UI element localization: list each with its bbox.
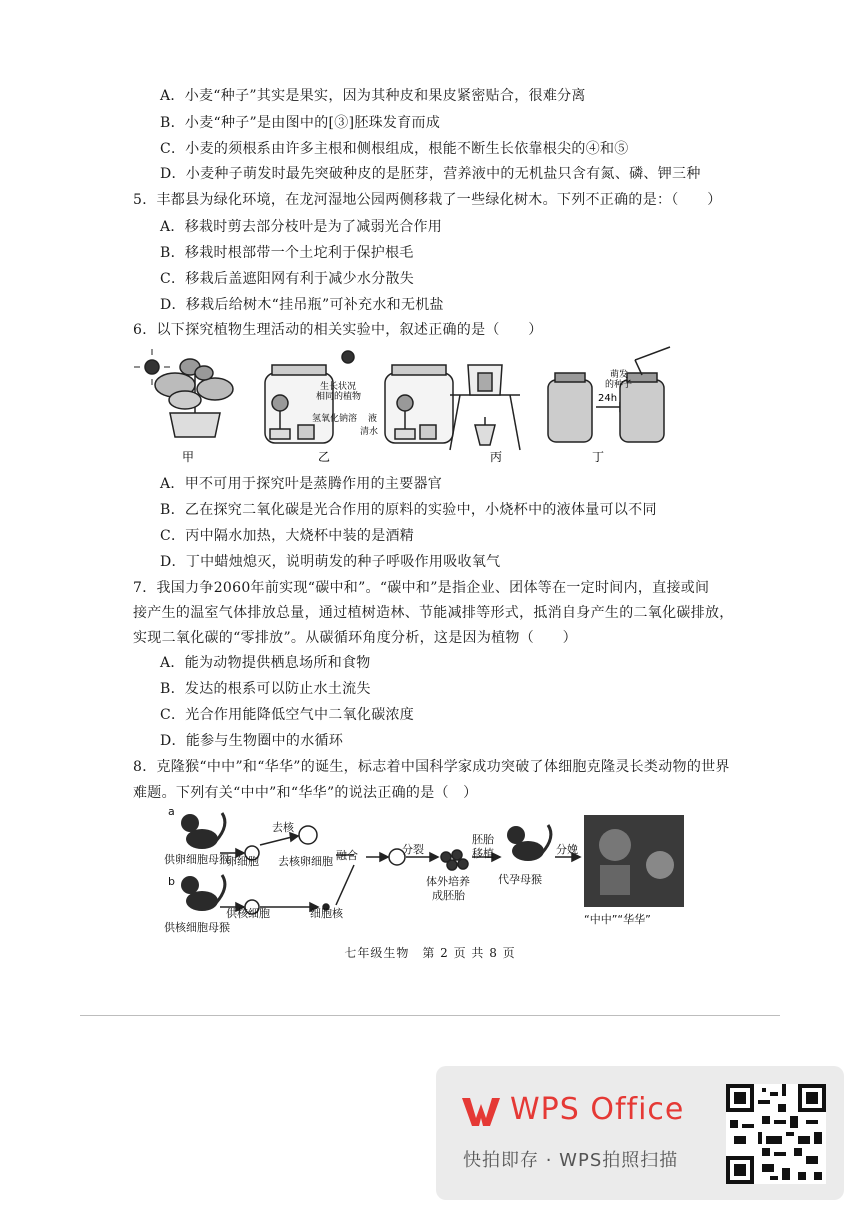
q5-option-a: A．移栽时剪去部分枝叶是为了减弱光合作用 — [160, 219, 443, 235]
q7-option-a: A．能为动物提供栖息场所和食物 — [160, 655, 371, 671]
naoh-label-1: 氢氧化钠溶 — [312, 414, 358, 424]
q4-option-d: D．小麦种子萌发时最先突破种皮的是胚芽，营养液中的无机盐只含有氮、磷、钾三种 — [160, 166, 701, 182]
label-egg-cell: 卵细胞 — [226, 855, 259, 868]
q8-cloning-figure — [160, 805, 700, 935]
label-in-vitro-2: 成胚胎 — [432, 889, 465, 902]
q7-option-d: D．能参与生物圈中的水循环 — [160, 733, 344, 749]
label-embryo-transfer-1: 胚胎 — [472, 833, 494, 846]
label-nucleus-cell: 供核细胞 — [226, 907, 270, 920]
label-division: 分裂 — [402, 843, 424, 856]
label-denucleate: 去核 — [272, 821, 294, 834]
q8-stem-line-1: 8．克隆猴“中中”和“华华”的诞生，标志着中国科学家成功突破了体细胞克隆灵长类动物的世界 — [133, 759, 730, 775]
hours-label: 24h — [598, 393, 618, 404]
germ-label-1: 萌发 — [610, 370, 629, 380]
q5-option-c: C．移栽后盖遮阳网有利于减少水分散失 — [160, 271, 415, 287]
q7-stem-line-3: 实现二氧化碳的“零排放”。从碳循环角度分析，这是因为植物（ ） — [133, 630, 577, 646]
growth-note-1: 生长状况 — [320, 382, 357, 392]
q6-option-c: C．丙中隔水加热，大烧杯中装的是酒精 — [160, 528, 415, 544]
q4-option-a: A．小麦“种子”其实是果实，因为其种皮和果皮紧密贴合，很难分离 — [160, 88, 586, 104]
jia-apparatus — [134, 349, 233, 437]
label-bing: 丙 — [490, 450, 503, 464]
q7-stem-line-1: 7．我国力争2060年前实现“碳中和”。“碳中和”是指企业、团体等在一定时间内，直接或间 — [133, 580, 710, 596]
wps-watermark — [436, 1066, 844, 1200]
q7-stem-line-2: 接产生的温室气体排放总量，通过植树造林、节能减排等形式，抵消自身产生的二氧化碳排放， — [133, 605, 734, 621]
label-in-vitro-1: 体外培养 — [426, 875, 470, 888]
label-surrogate: 代孕母猴 — [498, 873, 542, 886]
q5-option-b: B．移栽时根部带一个土坨利于保护根毛 — [160, 245, 414, 261]
q5-option-d: D．移栽后给树木“挂吊瓶”可补充水和无机盐 — [160, 297, 444, 313]
label-names: “中中”“华华” — [584, 913, 651, 926]
label-jia: 甲 — [182, 450, 195, 464]
q6-experiment-figure — [130, 345, 690, 465]
wps-brand-text: WPS Office — [510, 1092, 685, 1127]
q6-stem: 6．以下探究植物生理活动的相关实验中，叙述正确的是（ ） — [133, 322, 543, 338]
q7-option-b: B．发达的根系可以防止水土流失 — [160, 681, 371, 697]
label-ding: 丁 — [592, 450, 605, 464]
page-footer: 七年级生物 第 2 页 共 8 页 — [344, 946, 516, 960]
q6-option-d: D．丁中蜡烛熄灭，说明萌发的种子呼吸作用吸收氧气 — [160, 554, 501, 570]
label-yi: 乙 — [318, 450, 331, 464]
qr-code-icon — [726, 1084, 826, 1184]
growth-note-2: 相同的植物 — [316, 392, 362, 402]
label-denucleated-egg: 去核卵细胞 — [278, 855, 333, 868]
q6-option-a: A．甲不可用于探究叶是蒸腾作用的主要器官 — [160, 476, 443, 492]
q4-option-c: C．小麦的须根系由许多主根和侧根组成，根能不断生长依靠根尖的④和⑤ — [160, 141, 629, 157]
surrogate-monkey-icon — [507, 825, 551, 861]
wps-logo-icon — [460, 1094, 502, 1130]
label-b: b — [168, 875, 175, 888]
q5-stem: 5．丰都县为绿化环境，在龙河湿地公园两侧移栽了一些绿化树木。下列不正确的是：（ ） — [133, 192, 722, 208]
label-birth: 分娩 — [556, 843, 578, 856]
monkey-b-icon — [181, 875, 225, 911]
label-a: a — [168, 805, 175, 818]
naoh-label-2: 液 — [368, 414, 378, 424]
water-label: 清水 — [360, 427, 379, 437]
label-egg-donor: 供卵细胞母猴 — [164, 853, 230, 866]
page-separator — [80, 1015, 780, 1016]
q4-option-b: B．小麦“种子”是由图中的[③]胚珠发育而成 — [160, 115, 441, 131]
label-nucleus-donor: 供核细胞母猴 — [164, 921, 230, 934]
germ-label-2: 的种子 — [605, 380, 633, 390]
cloned-monkeys-photo — [584, 815, 684, 907]
wps-subtitle: 快拍即存 · WPS拍照扫描 — [463, 1150, 679, 1171]
monkey-a-icon — [181, 813, 225, 849]
label-embryo-transfer-2: 移植 — [472, 847, 494, 860]
label-cell-nucleus: 细胞核 — [310, 907, 343, 920]
q6-option-b: B．乙在探究二氧化碳是光合作用的原料的实验中，小烧杯中的液体量可以不同 — [160, 502, 657, 518]
bing-apparatus — [450, 365, 520, 450]
q7-option-c: C．光合作用能降低空气中二氧化碳浓度 — [160, 707, 415, 723]
label-fusion: 融合 — [336, 849, 358, 862]
q8-stem-line-2: 难题。下列有关“中中”和“华华”的说法正确的是（ ） — [133, 785, 478, 801]
